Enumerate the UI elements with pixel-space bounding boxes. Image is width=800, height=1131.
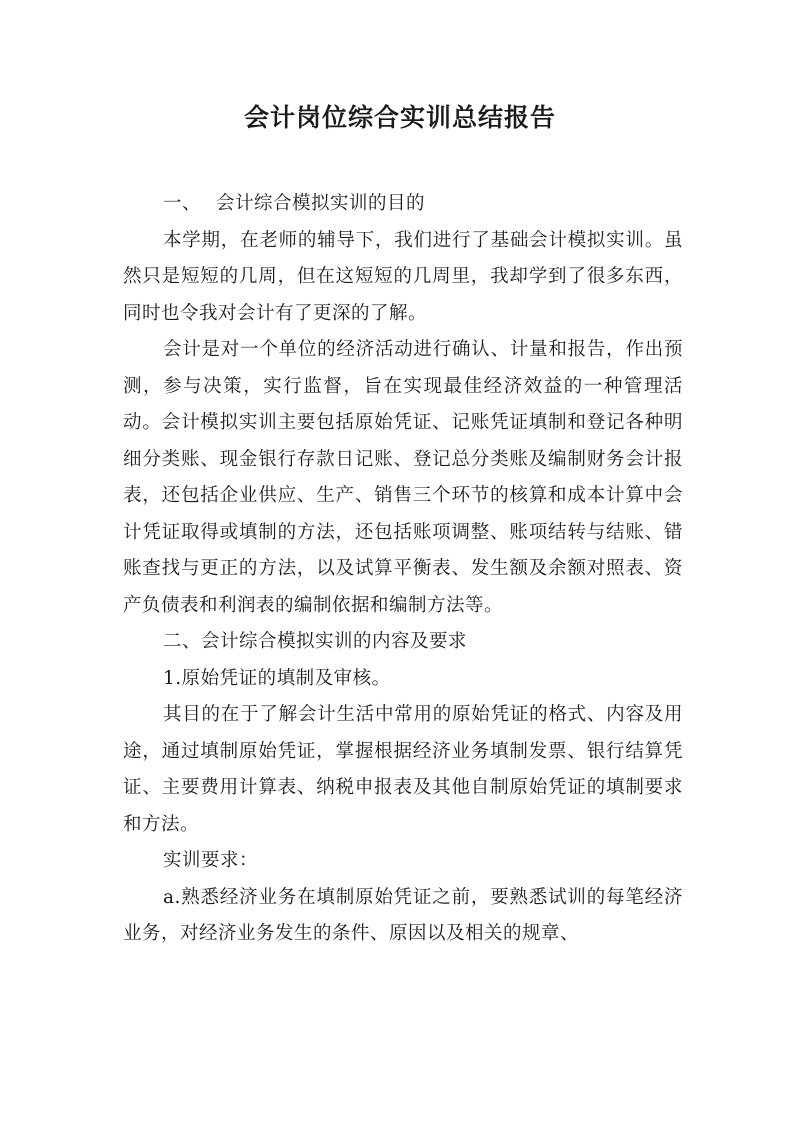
section2-heading: 二、会计综合模拟实训的内容及要求 xyxy=(163,631,468,652)
requirements-label: 实训要求： xyxy=(163,850,259,871)
subsection1-heading: 1.原始凭证的填制及审核。 xyxy=(163,667,391,689)
document-body xyxy=(123,186,683,953)
section1-heading xyxy=(123,186,683,223)
paragraph-intro: 本学期，在老师的辅导下，我们进行了基础会计模拟实训。虽然只是短短的几周，但在这短短的几周里，我却学到了很多东西，同时也令我对会计有了更深的了解。 xyxy=(123,229,683,324)
paragraph-purpose: 其目的在于了解会计生活中常用的原始凭证的格式、内容及用途，通过填制原始凭证，掌握根据经济业务填制发票、银行结算凭证、主要费用计算表、纳税申报表及其他自制原始凭证的填制要求和方法。 xyxy=(123,704,683,835)
document-title: 会计岗位综合实训总结报告 xyxy=(243,103,556,132)
section1-number: 一、 xyxy=(163,193,202,214)
paragraph-requirement-a: a.熟悉经济业务在填制原始凭证之前，要熟悉试训的每笔经济业务，对经济业务发生的条件、原因以及相关的规章、 xyxy=(123,886,683,944)
section1-heading-text: 会计综合模拟实训的目的 xyxy=(216,193,426,214)
paragraph-definition: 会计是对一个单位的经济活动进行确认、计量和报告，作出预测，参与决策，实行监督，旨在实现最佳经济效益的一种管理活动。会计模拟实训主要包括原始凭证、记账凭证填制和登记各种明细分类账、现金银行存款日记账、登记总分类账及编制财务会计报表，还包括企业供应、生产、销售三个环节的核算和成本计算中会计凭证取得或填制的方法，还包括账项调整、账项结转与结账、错账查找与更正的方法，以及试算平衡表、发生额及余额对照表、资产负债表和利润表的编制依据和编制方法等。 xyxy=(123,339,683,616)
